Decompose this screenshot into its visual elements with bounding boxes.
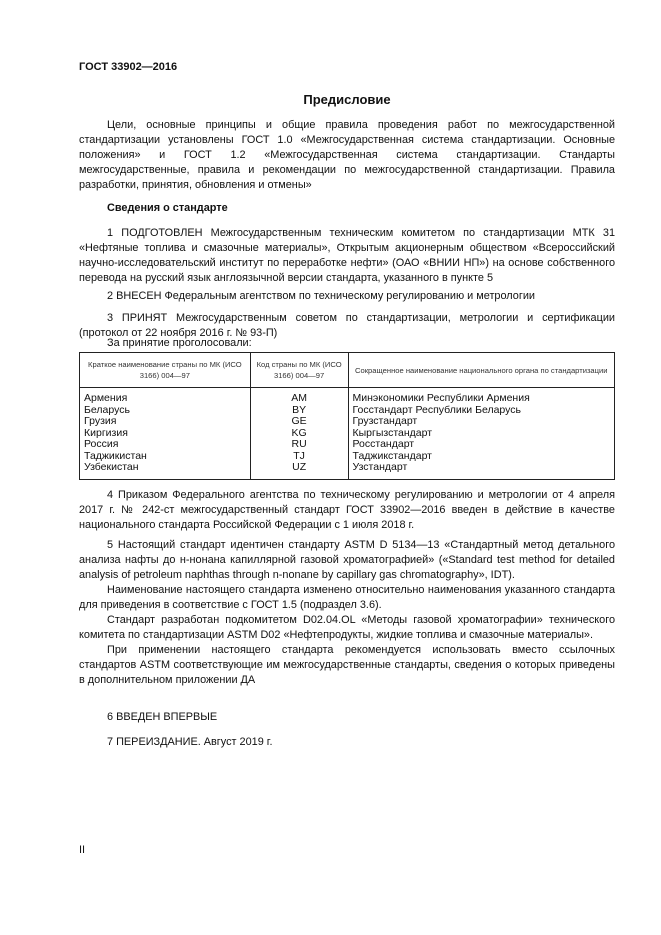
item-5-developer: Стандарт разработан подкомитетом D02.04.OL «Методы газовой хроматографии» технического комитета по стандартизации ASTM D02 «Нефтепродукты, жидкие топлива и смазочные материалы». [79,614,615,641]
item-7-paragraph: 7 ПЕРЕИЗДАНИЕ. Август 2019 г. [107,736,273,748]
item-3-paragraph: 3 ПРИНЯТ Межгосударственным советом по стандартизации, метрологии и сертификации (протокол от 22 ноября 2016 г. № 93-П) [79,312,615,339]
page-number: II [79,844,86,856]
country-name: Киргизия [80,428,251,440]
country-name: Россия [80,439,251,451]
standards-body: Росстандарт [348,439,614,451]
table-header-body: Сокращенное наименование национального органа по стандартизации [348,353,614,388]
item-6-paragraph: 6 ВВЕДЕН ВПЕРВЫЕ [107,711,218,723]
country-code: RU [250,439,348,451]
standards-body: Таджикстандарт [348,451,614,463]
item-5-name-change: Наименование настоящего стандарта изменено относительно наименования указанного стандарта для приведения в соответствие с ГОСТ 1.5 (подраздел 3.6). [79,584,615,611]
country-code: AM [250,388,348,405]
table-row [80,451,615,463]
item-5-references: При применении настоящего стандарта рекомендуется использовать вместо ссылочных стандартов ASTM соответствующие им межгосударственные стандарты, сведения о которых приведены в дополнительном приложении ДА [79,644,615,686]
item-1-paragraph: 1 ПОДГОТОВЛЕН Межгосударственным техническим комитетом по стандартизации МТК 31 «Нефтяные топлива и смазочные материалы», Открытым акционерным обществом «Всероссийский научно-исследовательский институт по переработке нефти» (ОАО «ВНИИ НП») на основе собственного перевода на русский язык англоязычной версии стандарта, указанного в пункте 5 [79,227,615,284]
item-5-paragraph: 5 Настоящий стандарт идентичен стандарту ASTM D 5134—13 «Стандартный метод детального анализа нафты до н-нонана капиллярной газовой хроматографией» («Standard test method for detailed analysis of petroleum naphthas through n-nonane by capillary gas chromatography», IDT). [79,539,615,581]
item-4-paragraph: 4 Приказом Федерального агентства по техническому регулированию и метрологии от 4 апреля 2017 г. № 242-ст межгосударственный стандарт ГОСТ 33902—2016 введен в действие в качестве национального стандарта Российской Федерации с 1 июля 2018 г. [79,489,615,531]
item-5-block [79,538,615,688]
standards-body: Госстандарт Республики Беларусь [348,405,614,417]
country-code: GE [250,416,348,428]
country-name: Таджикистан [80,451,251,463]
country-name: Беларусь [80,405,251,417]
document-header: ГОСТ 33902—2016 [79,61,178,73]
table-row [80,416,615,428]
item-3-voted-label: За принятие проголосовали: [107,337,252,349]
country-code: KG [250,428,348,440]
table-header-code: Код страны по МК (ИСО 3166) 004—97 [250,353,348,388]
country-code: UZ [250,462,348,479]
table-header-country: Краткое наименование страны по МК (ИСО 3166) 004—97 [80,353,251,388]
table-row [80,462,615,479]
country-name: Грузия [80,416,251,428]
table-row [80,439,615,451]
table-row [80,405,615,417]
item-2-paragraph: 2 ВНЕСЕН Федеральным агентством по техническому регулированию и метрологии [107,290,535,302]
standards-body: Кыргызстандарт [348,428,614,440]
page-title: Предисловие [303,92,391,107]
country-code: TJ [250,451,348,463]
table-header-row [80,353,615,388]
table-row [80,388,615,405]
standards-body: Грузстандарт [348,416,614,428]
standards-body: Узстандарт [348,462,614,479]
country-name: Армения [80,388,251,405]
countries-table [79,352,615,480]
country-name: Узбекистан [80,462,251,479]
standard-info-heading: Сведения о стандарте [107,202,228,214]
country-code: BY [250,405,348,417]
intro-paragraph: Цели, основные принципы и общие правила проведения работ по межгосударственной стандартизации установлены ГОСТ 1.0 «Межгосударственная система стандартизации. Основные положения» и ГОСТ 1.2 «Межгосударственная система стандартизации. Стандарты межгосударственные, правила и рекомендации по межгосударственной стандартизации. Правила разработки, принятия, обновления и отмены» [79,119,615,191]
table-row [80,428,615,440]
standards-body: Минэкономики Республики Армения [348,388,614,405]
